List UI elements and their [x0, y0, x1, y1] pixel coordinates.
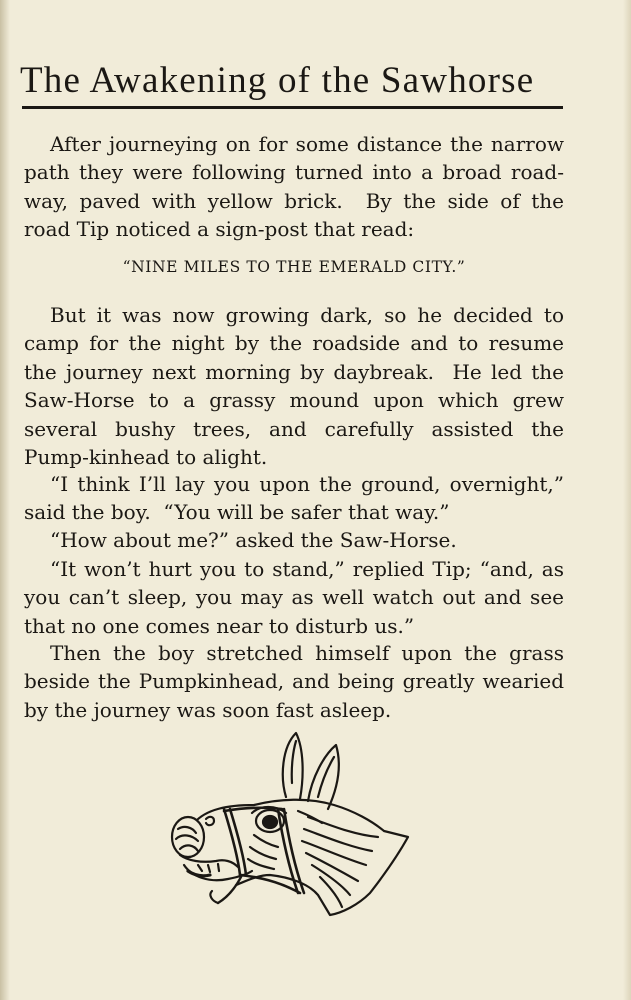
- paragraph-4: “How about me?” asked the Saw-Horse.: [50, 528, 457, 552]
- paragraph-5: “It won’t hurt you to stand,” replied Tip; “and, as you can’t sleep, you may as well watch out and see that no one comes near to disturb us.”: [24, 557, 564, 638]
- sawhorse-head-illustration: [158, 725, 416, 925]
- paragraph-2: But it was now growing dark, so he decided to camp for the night by the roadside and to resume the journey next morning by daybreak. He led the Saw-Horse to a grassy mound upon which grew several bushy trees, and carefully assisted the Pump-kinhead to alight.: [24, 303, 564, 470]
- page-edge-left: [0, 0, 10, 1000]
- paragraph-6: Then the boy stretched himself upon the grass beside the Pumpkinhead, and being greatly wearied by the journey was soon fast asleep.: [24, 641, 564, 722]
- title-rule: [22, 106, 563, 109]
- page-edge-right: [623, 0, 631, 1000]
- chapter-title: The Awakening of the Sawhorse: [20, 60, 535, 101]
- sign-post-text: “NINE MILES TO THE EMERALD CITY.”: [122, 258, 466, 276]
- sawhorse-head-drawing: [158, 725, 416, 925]
- paragraph-1: After journeying on for some distance the narrow path they were following turned into a broad road-way, paved with yellow brick. By the side of the road Tip noticed a sign-post that read:: [24, 132, 564, 242]
- paragraph-3: “I think I’ll lay you upon the ground, overnight,” said the boy. “You will be safer that way.”: [24, 472, 564, 525]
